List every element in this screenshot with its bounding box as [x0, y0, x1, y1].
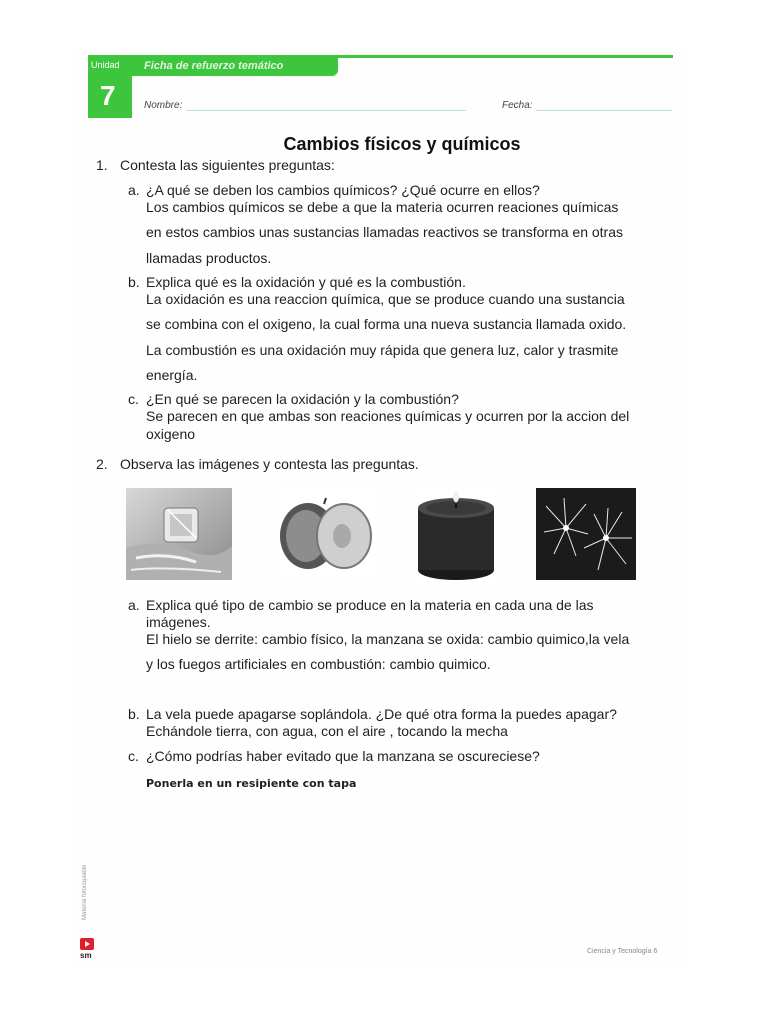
q2c-marker: c. [128, 748, 139, 764]
q2b-question: La vela puede apagarse soplándola. ¿De qué otra forma la puedes apagar? [146, 706, 617, 722]
q2b-answer: Echándole tierra, con agua, con el aire , tocando la mecha [146, 723, 508, 739]
ice-cube-image [126, 488, 232, 580]
q2-number: 2. [96, 456, 108, 472]
unit-label: Unidad [91, 60, 120, 70]
unit-number: 7 [100, 80, 116, 111]
candle-image [412, 488, 496, 582]
date-label: Fecha: [502, 100, 533, 111]
q1a-answer-line: Los cambios químicos se debe a que la materia ocurren reaciones químicas [146, 199, 619, 215]
q1c-marker: c. [128, 391, 139, 407]
q1a-marker: a. [128, 182, 140, 198]
q2c-question: ¿Cómo podrías haber evitado que la manzana se oscureciese? [146, 748, 540, 764]
q1b-answer-line: La oxidación es una reaccion química, que se produce cuando una sustancia [146, 291, 625, 307]
q2a-question-line: Explica qué tipo de cambio se produce en la materia en cada una de las [146, 597, 594, 613]
fireworks-image [536, 488, 636, 580]
q1c-answer-line: oxigeno [146, 426, 196, 442]
q2a-answer-line: y los fuegos artificiales en combustión: cambio quimico. [146, 656, 491, 672]
q1a-answer-line: en estos cambios unas sustancias llamadas reactivos se transforma en otras [146, 224, 624, 240]
q2c-answer: Ponerla en un resipiente con tapa [146, 777, 357, 790]
name-field[interactable] [186, 110, 466, 111]
q2a-answer-line: El hielo se derrite: cambio físico, la manzana se oxida: cambio quimico,la vela [146, 631, 630, 647]
name-label: Nombre: [144, 100, 183, 111]
book-title: Ciencia y Tecnología 6 [587, 948, 658, 955]
publisher-name: sm [80, 951, 92, 960]
q1c-question: ¿En qué se parecen la oxidación y la combustión? [146, 391, 459, 407]
q1a-question: ¿A qué se deben los cambios químicos? ¿Qué ocurre en ellos? [146, 182, 540, 198]
q2b-marker: b. [128, 706, 140, 722]
apple-image [276, 490, 376, 578]
q1-prompt: Contesta las siguientes preguntas: [120, 157, 335, 173]
q1a-answer-line: llamadas productos. [146, 250, 272, 266]
q1b-question: Explica qué es la oxidación y qué es la combustión. [146, 274, 466, 290]
date-field[interactable] [536, 110, 672, 111]
q2-prompt: Observa las imágenes y contesta las preguntas. [120, 456, 419, 472]
q1b-answer-line: energía. [146, 367, 198, 383]
q1b-marker: b. [128, 274, 140, 290]
ficha-title: Ficha de refuerzo temático [144, 60, 284, 72]
q2a-question-line: imágenes. [146, 614, 211, 630]
q2a-marker: a. [128, 597, 140, 613]
q1b-answer-line: La combustión es una oxidación muy rápida que genera luz, calor y trasmite [146, 342, 619, 358]
q1b-answer-line: se combina con el oxigeno, la cual forma una nueva sustancia llamada oxido. [146, 316, 627, 332]
publisher-logo-icon [80, 938, 94, 950]
q1-number: 1. [96, 157, 108, 173]
q1c-answer-line: Se parecen en que ambas son reaciones químicas y ocurren por la accion del [146, 408, 630, 424]
photocopy-note: Material fotocopiable [82, 864, 88, 920]
page-title: Cambios físicos y químicos [283, 134, 521, 154]
